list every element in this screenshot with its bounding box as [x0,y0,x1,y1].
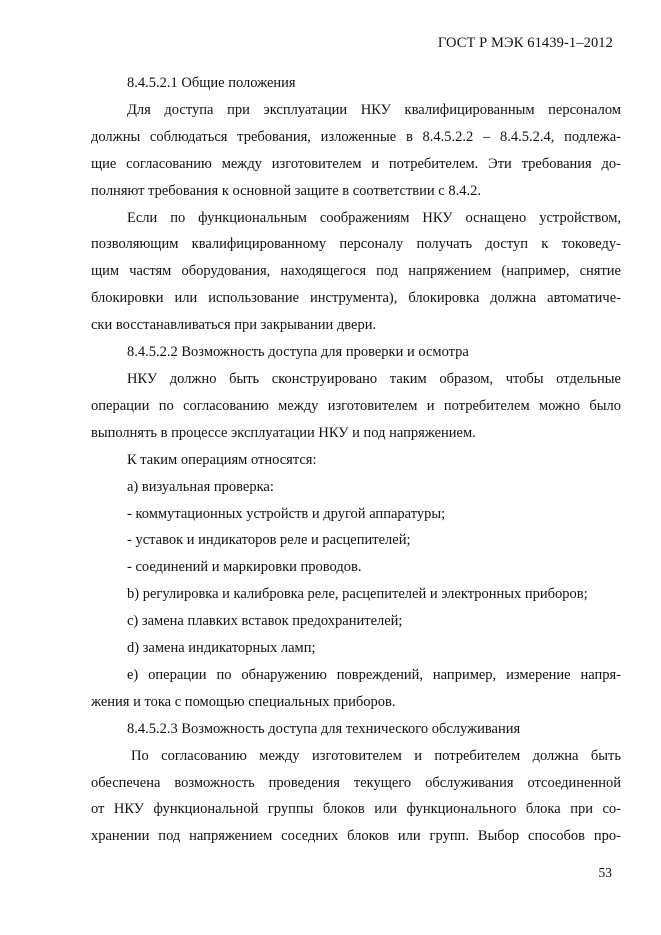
text-line: блокировки или использование инструмента), блокировка должна автоматиче- [91,290,621,307]
paragraph [91,366,621,447]
text-line: e) операции по обнаружению повреждений, например, измерение напря- [127,666,621,683]
list-item: c) замена плавких вставок предохранителей; [127,613,403,630]
document-body [91,70,621,850]
list-item: - коммутационных устройств и другой аппаратуры; [127,505,446,522]
paragraph [91,205,621,340]
list-item: a) визуальная проверка: [127,478,274,495]
text-line: должны соблюдаться требования, изложенные в 8.4.5.2.2 – 8.4.5.2.4, подлежа- [91,128,621,145]
text-line: жения и тока с помощью специальных приборов. [91,693,396,710]
list-item [91,662,621,716]
text-line: ски восстанавливаться при закрывании двери. [91,317,377,334]
paragraph: К таким операциям относятся: [127,451,317,468]
list-item: - уставок и индикаторов реле и расцепителей; [127,532,411,549]
paragraph [91,97,621,205]
section-heading: 8.4.5.2.3 Возможность доступа для технического обслуживания [127,720,521,737]
text-line: выполнять в процессе эксплуатации НКУ и под напряжением. [91,424,476,441]
text-line: хранении под напряжением соседних блоков или групп. Выбор способов про- [91,828,621,845]
section-heading: 8.4.5.2.1 Общие положения [127,75,296,91]
page-number: 53 [598,865,612,880]
text-line: от НКУ функциональной группы блоков или функционального блока при со- [91,801,621,818]
document-header: ГОСТ Р МЭК 61439-1–2012 [437,35,613,51]
list-item: d) замена индикаторных ламп; [127,640,316,657]
text-line: По согласованию между изготовителем и потребителем должна быть [131,747,621,764]
text-line: позволяющим квалифицированному персоналу получать доступ к токоведу- [91,236,621,253]
list-item: - соединений и маркировки проводов. [127,559,362,576]
text-line: полняют требования к основной защите в соответствии с 8.4.2. [91,182,481,199]
text-line: обеспечена возможность проведения текущего обслуживания отсоединенной [91,774,621,791]
list-item: b) регулировка и калибровка реле, расцепителей и электронных приборов; [127,586,588,603]
text-line: Если по функциональным соображениям НКУ оснащено устройством, [127,209,621,226]
section-heading: 8.4.5.2.2 Возможность доступа для проверки и осмотра [127,344,469,361]
paragraph [91,743,621,851]
text-line: НКУ должно быть сконструировано таким образом, чтобы отдельные [127,370,621,387]
text-line: операции по согласованию между изготовителем и потребителем можно было [91,397,621,414]
text-line: щие согласованию между изготовителем и потребителем. Эти требования до- [91,155,621,172]
text-line: щим частям оборудования, находящегося под напряжением (например, снятие [91,263,621,280]
text-line: Для доступа при эксплуатации НКУ квалифицированным персоналом [127,101,621,118]
